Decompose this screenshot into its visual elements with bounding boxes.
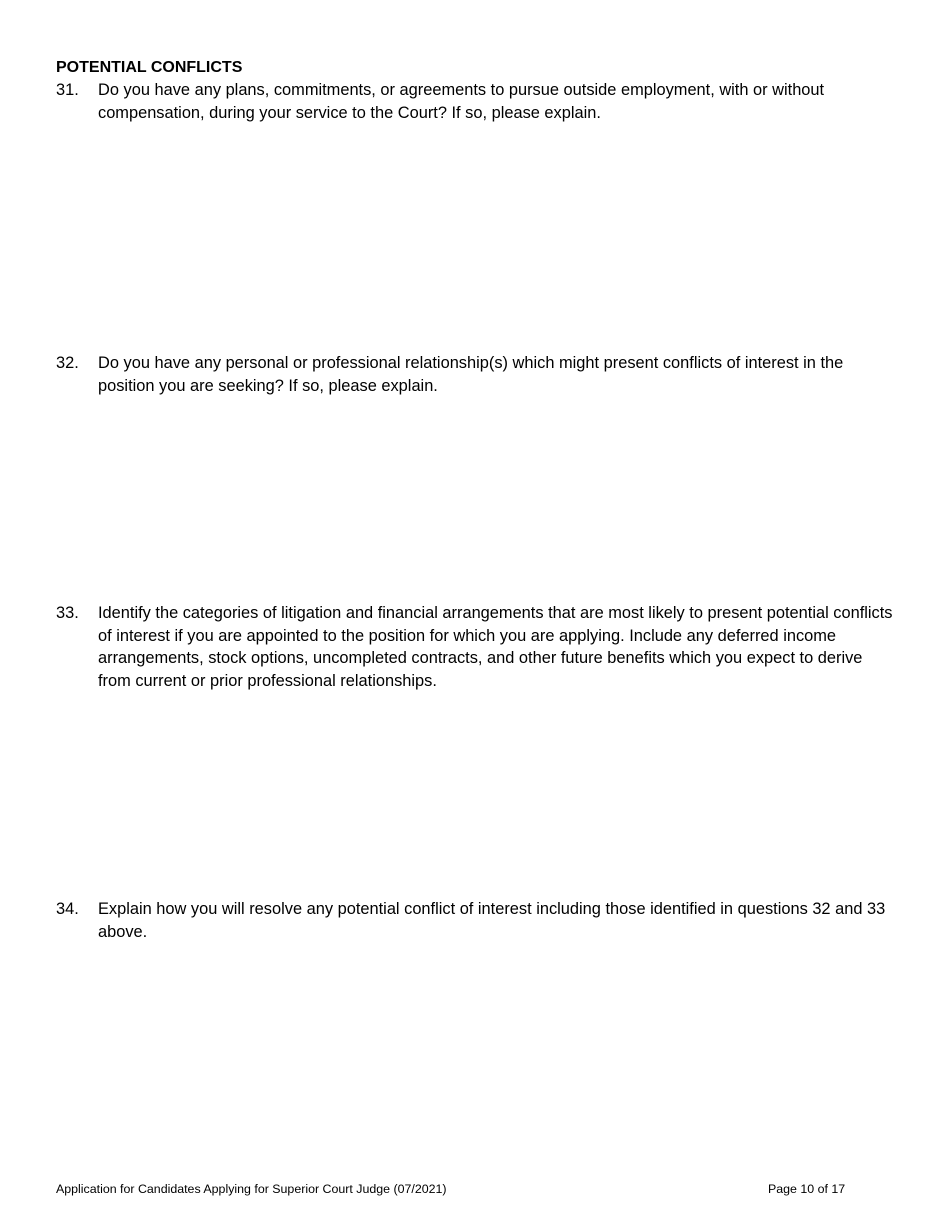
question-32 [56, 352, 898, 397]
question-text: Do you have any plans, commitments, or agreements to pursue outside employment, with or without compensation, during your service to the Court? If so, please explain. [98, 81, 825, 122]
question-number: 34. [56, 900, 79, 918]
question-31 [56, 79, 898, 124]
question-33 [56, 602, 898, 693]
answer-area-31[interactable] [98, 130, 898, 345]
question-number: 32. [56, 354, 79, 372]
answer-area-32[interactable] [98, 402, 898, 597]
question-text: Do you have any personal or professional relationship(s) which might present conflicts of interest in the position you are seeking? If so, please explain. [98, 354, 844, 395]
section-heading: POTENTIAL CONFLICTS [56, 59, 243, 76]
footer-form-title: Application for Candidates Applying for Superior Court Judge (07/2021) [56, 1182, 447, 1196]
question-text: Identify the categories of litigation and financial arrangements that are most likely to present potential conflicts of interest if you are appointed to the position for which you are applying. Include any deferred income arrangements, stock options, uncompleted contracts, and other future benefits which you expect to derive from current or prior professional relationships. [98, 604, 893, 691]
question-number: 33. [56, 604, 79, 622]
question-text: Explain how you will resolve any potential conflict of interest including those identified in questions 32 and 33 above. [98, 900, 886, 941]
question-number: 31. [56, 81, 79, 99]
answer-area-34[interactable] [98, 948, 898, 1168]
answer-area-33[interactable] [98, 698, 898, 893]
footer-page-number: Page 10 of 17 [768, 1182, 846, 1196]
question-34 [56, 898, 898, 943]
